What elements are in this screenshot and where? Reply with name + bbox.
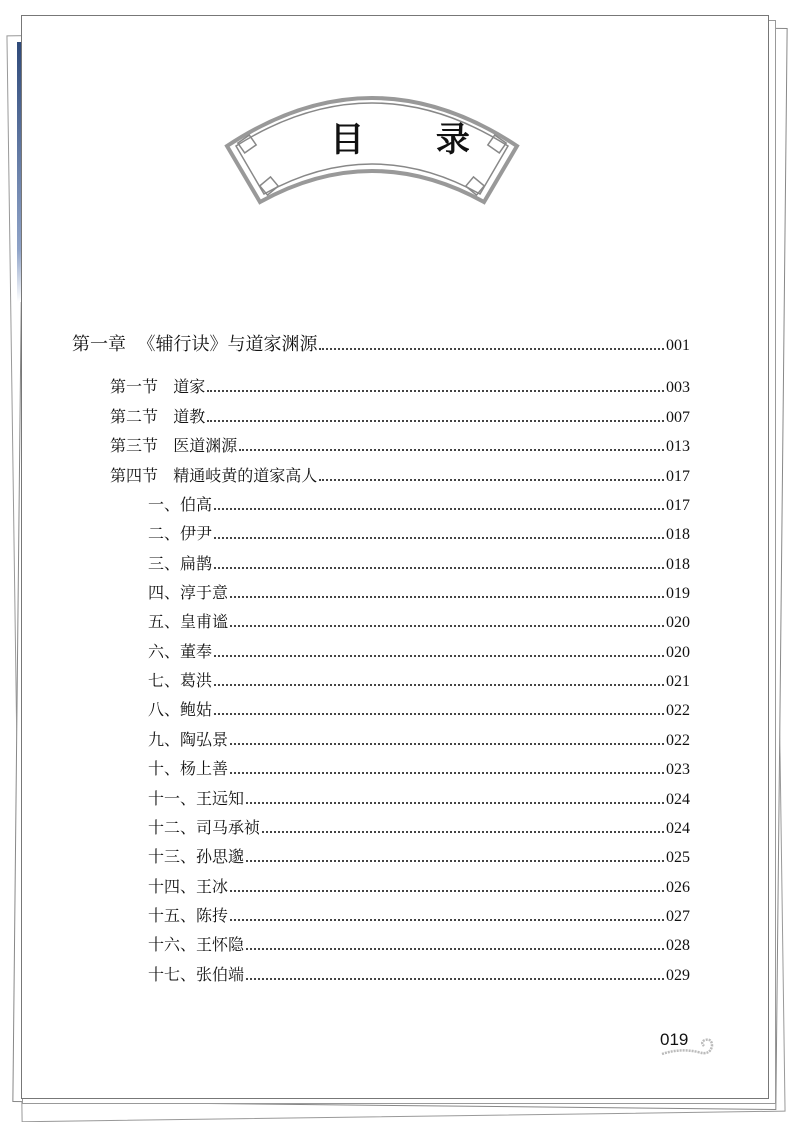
toc-entry-item[interactable] <box>148 815 690 838</box>
dot-leader <box>230 743 664 745</box>
dot-leader <box>214 508 664 510</box>
dot-leader <box>230 919 664 921</box>
dot-leader <box>319 479 664 481</box>
dot-leader <box>207 420 664 422</box>
dot-leader <box>214 537 664 539</box>
toc-entry-title: 十二、司马承祯 <box>148 817 261 837</box>
dot-leader <box>214 655 664 657</box>
dot-leader <box>246 860 664 862</box>
toc-entry-item[interactable] <box>148 786 690 809</box>
dot-leader <box>246 948 664 950</box>
toc-entry-section[interactable] <box>110 404 690 427</box>
toc-entry-item[interactable] <box>148 492 690 515</box>
dot-leader <box>214 713 664 715</box>
toc-entry-title: 五、皇甫谧 <box>148 612 229 632</box>
toc-entry-title: 四、淳于意 <box>148 583 229 603</box>
toc-entry-title: 十四、王冰 <box>148 876 229 896</box>
dot-leader <box>246 802 664 804</box>
toc-entry-page: 003 <box>666 379 690 396</box>
toc-entry-title: 六、董奉 <box>148 641 213 661</box>
dot-leader <box>207 390 664 392</box>
toc-entry-title: 十七、张伯端 <box>148 964 245 984</box>
toc-entry-page: 018 <box>666 555 690 573</box>
toc-entry-title: 二、伊尹 <box>148 524 213 544</box>
toc-entry-item[interactable] <box>148 874 690 897</box>
toc-entry-page: 020 <box>666 643 690 661</box>
dot-leader <box>262 831 664 833</box>
toc-entry-page: 007 <box>666 408 690 426</box>
toc-entry-item[interactable] <box>148 521 690 544</box>
toc-entry-title: 十一、王远知 <box>148 788 245 808</box>
toc-entry-title: 第一节 道家 <box>110 377 206 396</box>
dot-leader <box>230 596 664 598</box>
toc-entry-page: 028 <box>666 937 690 955</box>
toc-entry-page: 023 <box>666 761 690 779</box>
dot-leader <box>230 625 664 627</box>
toc-entry-page: 017 <box>666 468 690 486</box>
toc-entry-item[interactable] <box>148 639 690 662</box>
toc-entry-item[interactable] <box>148 551 690 574</box>
toc-entry-title: 第三节 医道渊源 <box>110 436 238 456</box>
toc-entry-item[interactable] <box>148 903 690 926</box>
toc-entry-page: 018 <box>666 526 690 544</box>
dot-leader <box>230 890 664 892</box>
toc-entry-item[interactable] <box>148 580 690 603</box>
toc-entry-page: 022 <box>666 731 690 749</box>
toc-entry-item[interactable] <box>148 844 690 867</box>
dot-leader <box>214 684 664 686</box>
toc-entry-page: 024 <box>666 819 690 837</box>
toc-entry-page: 022 <box>666 702 690 720</box>
dot-leader <box>214 567 664 569</box>
page-title: 目 录 <box>330 120 500 160</box>
toc-entry-title: 十、杨上善 <box>148 759 229 779</box>
toc-entry-page: 001 <box>666 337 690 354</box>
toc-entry-item[interactable] <box>148 609 690 632</box>
toc-entry-page: 019 <box>666 585 690 603</box>
toc-entry-section[interactable] <box>110 463 690 486</box>
toc-entry-page: 017 <box>666 497 690 514</box>
toc-entry-page: 027 <box>666 907 690 925</box>
dot-leader <box>246 978 664 980</box>
page-number: 019 <box>660 1030 689 1049</box>
toc-entry-title: 第一章 《辅行诀》与道家渊源 <box>72 334 318 355</box>
toc-entry-title: 三、扁鹊 <box>148 553 213 573</box>
toc-entry-page: 020 <box>666 614 690 632</box>
toc-entry-title: 十五、陈抟 <box>148 905 229 925</box>
dot-leader <box>230 772 664 774</box>
toc-entry-page: 013 <box>666 438 690 456</box>
toc-entry-title: 第二节 道教 <box>110 406 206 426</box>
toc-entry-item[interactable] <box>148 668 690 691</box>
toc-entry-title: 十三、孙思邈 <box>148 847 245 867</box>
toc-entry-chapter[interactable] <box>72 330 690 356</box>
toc-entry-page: 021 <box>666 673 690 691</box>
toc-entry-title: 一、伯高 <box>148 495 213 514</box>
toc-entry-page: 026 <box>666 878 690 896</box>
toc-entry-item[interactable] <box>148 756 690 779</box>
toc-entry-title: 八、鲍姑 <box>148 700 213 720</box>
toc-entry-page: 024 <box>666 790 690 808</box>
toc-entry-title: 七、葛洪 <box>148 671 213 691</box>
dot-leader <box>319 348 664 350</box>
dot-leader <box>239 449 664 451</box>
toc-entry-item[interactable] <box>148 697 690 720</box>
toc-entry-title: 十六、王怀隐 <box>148 935 245 955</box>
toc-entry-title: 九、陶弘景 <box>148 729 229 749</box>
toc-entry-item[interactable] <box>148 962 690 985</box>
toc-entry-section[interactable] <box>110 374 690 397</box>
toc-entry-item[interactable] <box>148 932 690 955</box>
toc-entry-section[interactable] <box>110 433 690 456</box>
toc-entry-item[interactable] <box>148 727 690 750</box>
toc-entry-page: 029 <box>666 966 690 984</box>
toc-entry-title: 第四节 精通岐黄的道家高人 <box>110 466 318 486</box>
toc-entry-page: 025 <box>666 849 690 867</box>
